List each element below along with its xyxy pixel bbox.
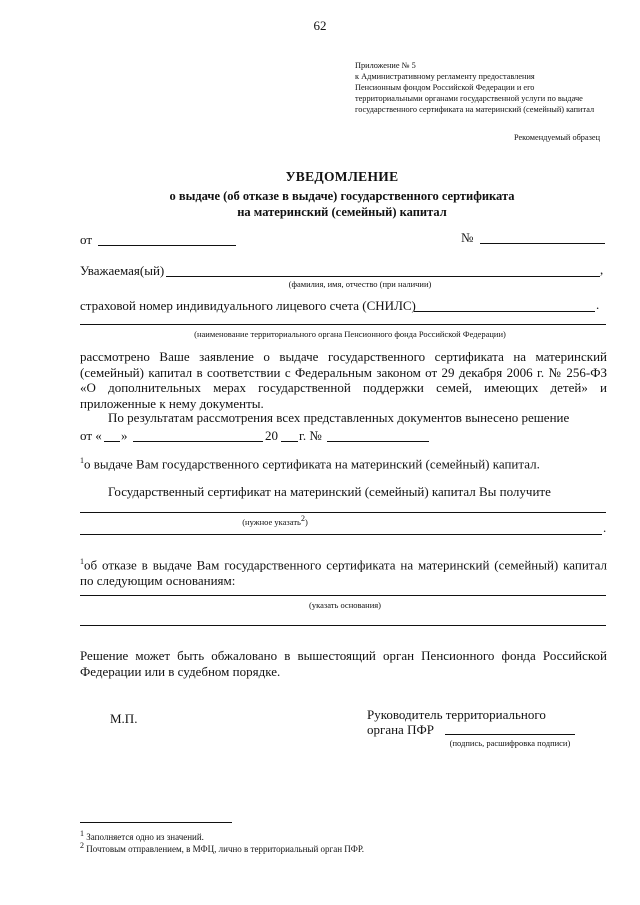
- appendix-block: [355, 60, 615, 115]
- subtitle-line-2: на материнский (семейный) капитал: [237, 205, 447, 219]
- addressee-caption: (фамилия, имя, отчество (при наличии): [288, 279, 432, 289]
- subtitle-line-1: о выдаче (об отказе в выдаче) государственного сертификата: [169, 189, 515, 203]
- decision-number-field: [327, 441, 429, 442]
- specify-caption: [210, 514, 340, 527]
- option-issue: [80, 456, 540, 472]
- organ-caption: (наименование территориального органа Пенсионного фонда Российской Федерации): [194, 329, 506, 339]
- option-refuse: [80, 554, 607, 588]
- certificate-receive-text: Государственный сертификат на материнский (семейный) капитал Вы получите: [108, 484, 551, 499]
- footnote-2: [80, 841, 364, 854]
- recommended-sample-label: Рекомендуемый образец: [514, 133, 601, 142]
- snils-label: страховой номер индивидуального лицевого счета (СНИЛС): [80, 298, 416, 313]
- receive-method-field-2: [80, 534, 602, 535]
- appendix-line: территориальными органами государственной услуги по выдаче: [355, 94, 583, 103]
- receive-period: .: [603, 520, 607, 535]
- decision-month-field: [133, 441, 263, 442]
- footnote-marker: 1: [80, 829, 84, 838]
- appendix-line: государственного сертификата на материнский (семейный) капитал: [355, 105, 595, 114]
- from-label: от: [80, 232, 93, 247]
- appendix-line: Пенсионным фондом Российской Федерации и его: [355, 83, 535, 92]
- appeal-paragraph: Решение может быть обжаловано в вышестоящий орган Пенсионного фонда Российской Федерации или в судебном порядке.: [80, 648, 607, 679]
- decision-day-field: [104, 441, 120, 442]
- footnote-separator: [80, 822, 232, 823]
- organ-name-field: [80, 324, 606, 325]
- signature-field: [445, 734, 575, 735]
- footnote-marker: 2: [80, 841, 84, 850]
- option-issue-text: о выдаче Вам государственного сертификата на материнский (семейный) капитал.: [84, 456, 540, 472]
- page-number: 62: [313, 18, 327, 33]
- addressee-comma: ,: [600, 262, 604, 277]
- grounds-field: [80, 595, 606, 596]
- addressee-label: Уважаемая(ый): [80, 263, 165, 278]
- specify-caption-text: (нужное указать: [242, 516, 301, 527]
- footnote-ref: 1: [80, 456, 84, 465]
- signatory-title-1: Руководитель территориального: [367, 707, 546, 722]
- document-subtitle: [0, 188, 640, 220]
- footnote-1-text: Заполняется одно из значений.: [86, 832, 204, 842]
- stamp-label: М.П.: [110, 711, 138, 726]
- body-paragraph: рассмотрено Ваше заявление о выдаче государственного сертификата на материнский (семейный) капитал в соответствии с Федеральным законом от 29 декабря 2006 г. № 256-ФЗ «О дополнительных мерах государственной поддержки семей, имеющих детей» и приложенные к нему документы.: [80, 349, 607, 411]
- appendix-line: к Административному регламенту предоставления: [355, 72, 535, 81]
- footnote-2-text: Почтовым отправлением, в МФЦ, лично в территориальный орган ПФР.: [86, 844, 365, 854]
- decision-line: По результатам рассмотрения всех представленных документов вынесено решение: [108, 410, 570, 425]
- document-title: УВЕДОМЛЕНИЕ: [285, 169, 399, 184]
- footnote-ref: 2: [300, 514, 305, 523]
- receive-method-field: [80, 512, 606, 513]
- option-refuse-text: об отказе в выдаче Вам государственного сертификата на материнский (семейный) капитал по следующим основаниям:: [80, 557, 607, 588]
- decision-year-field: [281, 441, 298, 442]
- appendix-line: Приложение № 5: [355, 61, 416, 70]
- addressee-field: [166, 276, 600, 277]
- number-label: №: [461, 230, 474, 245]
- decision-date-from: от «: [80, 428, 102, 443]
- number-field: [480, 243, 605, 244]
- snils-period: .: [596, 297, 600, 312]
- from-field: [98, 245, 236, 246]
- specify-caption-close: ): [304, 516, 308, 527]
- grounds-field-2: [80, 625, 606, 626]
- snils-field: [414, 311, 595, 312]
- decision-year-prefix: 20: [265, 428, 278, 443]
- signatory-title-2: органа ПФР: [367, 722, 434, 737]
- footnote-ref: 1: [80, 557, 84, 566]
- signature-caption: (подпись, расшифровка подписи): [449, 738, 571, 748]
- decision-number-label: г. №: [299, 428, 322, 443]
- grounds-caption: (указать основания): [308, 600, 382, 610]
- decision-date-close-quote: »: [121, 428, 128, 443]
